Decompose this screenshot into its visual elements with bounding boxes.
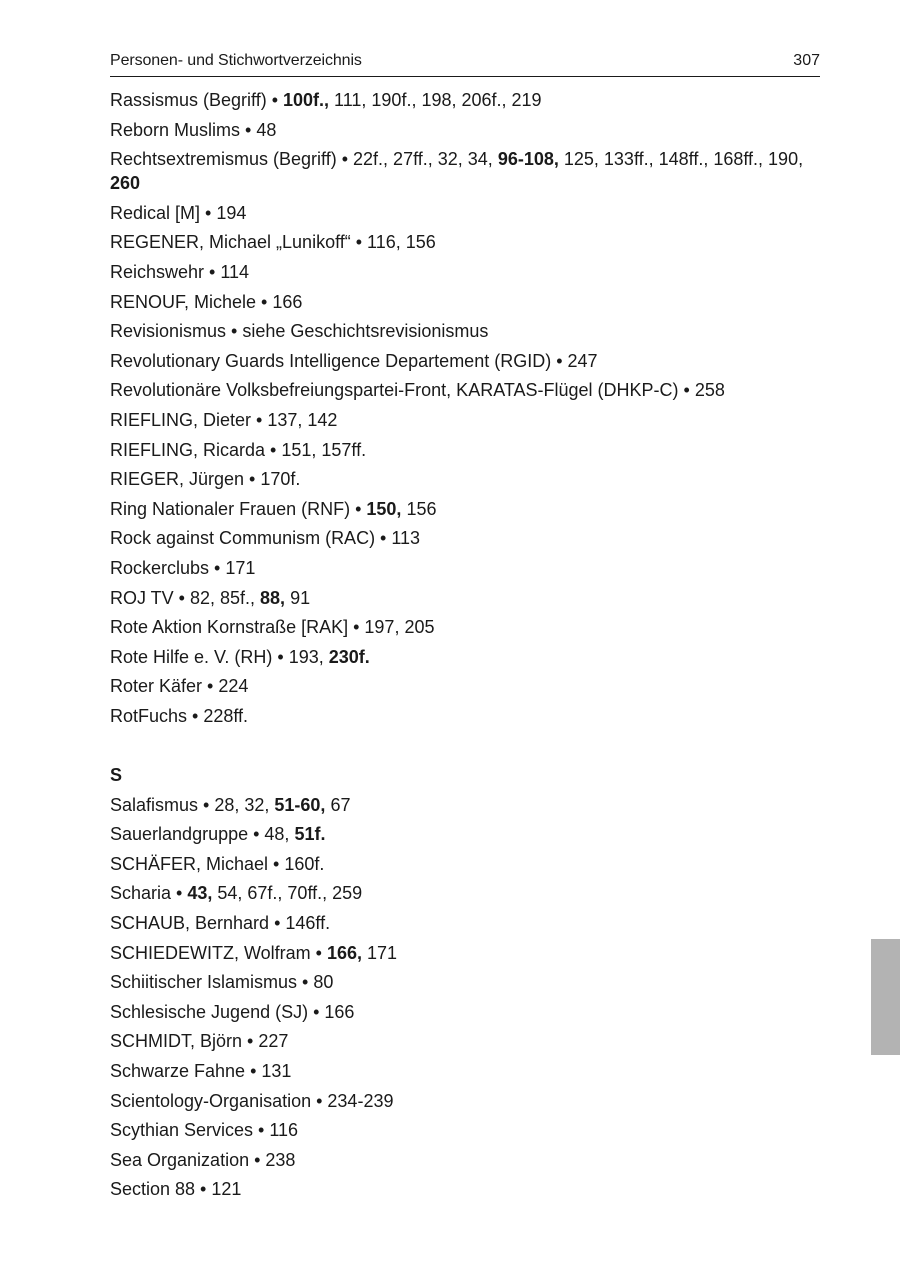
- entry-text: SCHIEDEWITZ, Wolfram •: [110, 942, 327, 963]
- index-entry: [110, 852, 810, 882]
- entry-text: Ring Nationaler Frauen (RNF) •: [110, 498, 367, 519]
- entry-text: Scharia •: [110, 883, 188, 904]
- entry-page-ref-bold: 51-60,: [274, 794, 326, 815]
- entry-page-ref-bold: 230f.: [328, 646, 370, 667]
- section-letter-s: S: [110, 765, 123, 786]
- entry-page-ref-bold: 166,: [326, 942, 363, 963]
- entry-text: Rote Hilfe e. V. (RH) • 193,: [110, 646, 329, 667]
- entry-text: Sea Organization • 238: [110, 1149, 296, 1170]
- index-entry: [110, 526, 810, 556]
- index-entry: [110, 556, 810, 586]
- entry-text: Revisionismus • siehe Geschichtsrevisionismus: [110, 321, 489, 342]
- entry-text: Schwarze Fahne • 131: [110, 1061, 292, 1081]
- thumb-index-tab: [871, 939, 900, 1055]
- entry-page-ref-bold: 43,: [187, 883, 213, 904]
- entry-text: Rechtsextremismus (Begriff) • 22f., 27ff., 32, 34,: [110, 149, 498, 170]
- index-section-s: [110, 793, 810, 1207]
- index-entry: [110, 1118, 810, 1148]
- index-entry: [110, 1029, 810, 1059]
- index-entry: [110, 349, 810, 379]
- entry-text: Rassismus (Begriff) •: [110, 90, 284, 110]
- index-entry: [110, 147, 810, 201]
- index-entry: [110, 674, 810, 704]
- index-entry: [110, 793, 810, 823]
- entry-page-ref-bold: 150,: [366, 498, 402, 519]
- page-number: 307: [793, 52, 820, 69]
- section-spacer: [110, 733, 810, 763]
- entry-text: 54, 67f., 70ff., 259: [212, 883, 363, 904]
- entry-text: Rockerclubs • 171: [110, 557, 256, 578]
- index-entry: [110, 941, 810, 971]
- entry-text: Schlesische Jugend (SJ) • 166: [110, 1001, 355, 1022]
- index-entry: [110, 88, 810, 118]
- index-entry: [110, 1059, 810, 1089]
- entry-text: RIEFLING, Ricarda • 151, 157ff.: [110, 439, 367, 460]
- index-entry: [110, 970, 810, 1000]
- entry-text: Sauerlandgruppe • 48,: [110, 824, 295, 845]
- index-entry: [110, 290, 810, 320]
- index-entry: [110, 118, 810, 148]
- index-entry: [110, 230, 810, 260]
- entry-text: Scientology-Organisation • 234-239: [110, 1090, 394, 1111]
- entry-text: Salafismus • 28, 32,: [110, 794, 275, 815]
- entry-text: RENOUF, Michele • 166: [110, 291, 303, 312]
- index-entry: [110, 201, 810, 231]
- entry-text: Redical [M] • 194: [110, 202, 247, 223]
- entry-text: Revolutionäre Volksbefreiungspartei-Front, KARATAS-Flügel (DHKP-C) • 258: [110, 380, 725, 401]
- index-entry: [110, 881, 810, 911]
- entry-text: Roter Käfer • 224: [110, 676, 249, 697]
- index-entry: [110, 911, 810, 941]
- index-entry: [110, 586, 810, 616]
- entry-text: SCHÄFER, Michael • 160f.: [110, 853, 325, 874]
- running-header: [110, 52, 820, 77]
- entry-text: RIEGER, Jürgen • 170f.: [110, 469, 301, 490]
- index-section-r: [110, 88, 810, 733]
- index-entry: [110, 1148, 810, 1178]
- entry-text: RIEFLING, Dieter • 137, 142: [110, 409, 338, 430]
- entry-text: Rock against Communism (RAC) • 113: [110, 528, 421, 549]
- entry-text: 171: [362, 942, 398, 963]
- index-entry: [110, 438, 810, 468]
- index-entry: [110, 319, 810, 349]
- entry-text: Scythian Services • 116: [110, 1120, 299, 1141]
- entry-text: Reichswehr • 114: [110, 261, 250, 282]
- entry-text: SCHMIDT, Björn • 227: [110, 1031, 289, 1052]
- entry-text: 91: [285, 587, 311, 608]
- entry-page-ref-bold: 51f.: [294, 824, 326, 845]
- index-entry: [110, 467, 810, 497]
- entry-text: Section 88 • 121: [110, 1179, 242, 1200]
- index-entry: [110, 645, 810, 675]
- index-entry: [110, 408, 810, 438]
- entry-text: Rote Aktion Kornstraße [RAK] • 197, 205: [110, 617, 435, 638]
- index-entry: [110, 1000, 810, 1030]
- entry-text: SCHAUB, Bernhard • 146ff.: [110, 913, 331, 934]
- entry-text: RotFuchs • 228ff.: [110, 705, 249, 726]
- entry-page-ref-bold: 260: [110, 173, 141, 194]
- entry-text: 67: [325, 794, 351, 815]
- entry-text: REGENER, Michael „Lunikoff“ • 116, 156: [110, 232, 436, 253]
- entry-text: 125, 133ff., 148ff., 168ff., 190,: [558, 149, 804, 170]
- entry-text: 156: [401, 498, 437, 519]
- index-entry: [110, 497, 810, 527]
- index-list: [110, 88, 810, 1207]
- entry-page-ref-bold: 88,: [260, 587, 286, 608]
- index-entry: [110, 704, 810, 734]
- index-entry: [110, 1177, 810, 1207]
- index-entry: [110, 378, 810, 408]
- entry-text: 111, 190f., 198, 206f., 219: [329, 90, 542, 110]
- header-title: Personen- und Stichwortverzeichnis: [110, 52, 362, 69]
- entry-text: Revolutionary Guards Intelligence Departement (RGID) • 247: [110, 350, 598, 371]
- entry-text: ROJ TV • 82, 85f.,: [110, 587, 261, 608]
- index-entry: [110, 260, 810, 290]
- entry-page-ref-bold: 96-108,: [497, 149, 559, 170]
- index-entry: [110, 1089, 810, 1119]
- entry-page-ref-bold: 100f.,: [283, 90, 330, 110]
- entry-text: Reborn Muslims • 48: [110, 119, 277, 140]
- index-entry: [110, 822, 810, 852]
- index-entry: [110, 615, 810, 645]
- entry-text: Schiitischer Islamismus • 80: [110, 972, 334, 993]
